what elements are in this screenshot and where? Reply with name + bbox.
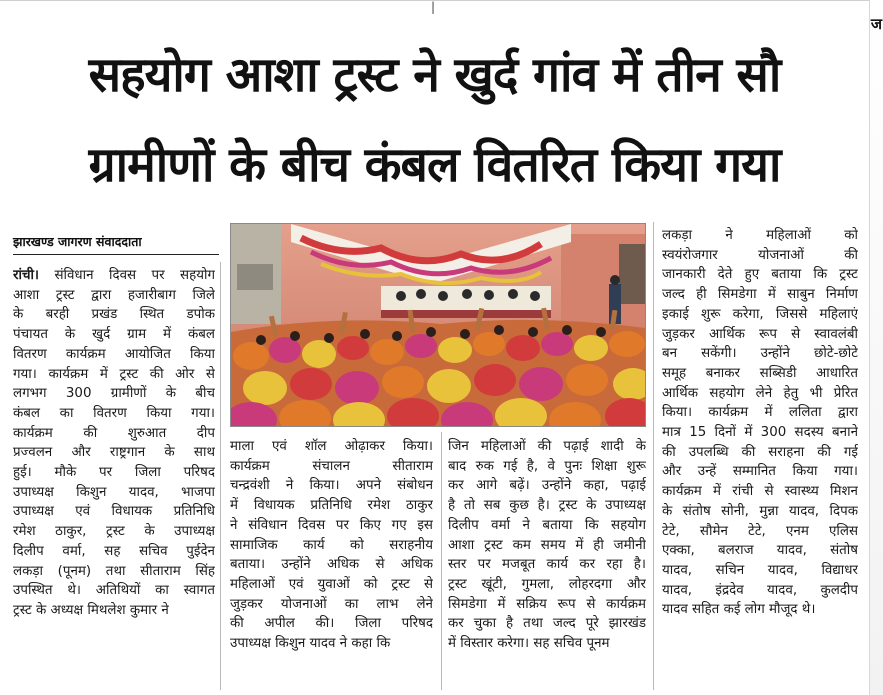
column-3-line: सिमडेगा में सक्रिय रूप से कार्यक्रम <box>448 596 646 612</box>
column-3-line: कर चुका है तथा जल्द पूरे झारखंड <box>448 616 646 632</box>
column-3-line: है तो सब कुछ है। ट्रस्ट के उपाध्यक्ष <box>448 498 646 514</box>
column-3-line: स्तर पर मजबूत कार्य कर रहा है। <box>448 557 646 573</box>
column-4-line: एक्का, बलराज यादव, संतोष <box>662 543 858 559</box>
column-rule-1-lower <box>220 432 221 690</box>
column-4-line: टेटे, सौमेन टेटे, एनम एलिस <box>662 523 858 539</box>
column-4-line: आर्थिक सहयोग लेने हेतु भी प्रेरित <box>662 385 858 401</box>
column-1-line: उपाध्यक्ष एवं विधायक प्रतिनिधि <box>13 504 215 520</box>
column-4-line: किया। कार्यक्रम में ललिता द्वारा <box>662 405 858 421</box>
byline: झारखण्ड जागरण संवाददाता <box>13 234 142 249</box>
column-3-line: आशा ट्रस्ट कम समय में ही जमीनी <box>448 537 646 553</box>
column-1-line: रमेश ठाकुर, ट्रस्ट के उपाध्यक्ष <box>13 524 215 540</box>
column-1-line: कंबल का वितरण किया गया। <box>13 405 215 421</box>
column-2-line: जुड़कर योजनाओं का लाभ लेने <box>230 596 433 612</box>
adjacent-page-glyph: ज <box>870 15 882 33</box>
column-4-line: समूह बनाकर सब्सिडी आधारित <box>662 365 858 381</box>
column-1-line: लकड़ा (पूनम) तथा सीताराम सिंह <box>13 563 215 579</box>
headline <box>12 30 857 210</box>
column-2-line: कार्यक्रम संचालन सीताराम <box>230 458 433 474</box>
byline-rule <box>13 254 219 255</box>
column-4-line: स्वयंरोजगार योजनाओं की <box>662 247 858 263</box>
column-2-line: बताया। उन्होंने अधिक से अधिक <box>230 557 433 573</box>
column-1-line: लगभग 300 ग्रामीणों के बीच <box>13 386 215 402</box>
column-rule-2 <box>441 432 442 690</box>
column-2-line: उपाध्यक्ष किशुन यादव ने कहा कि <box>230 636 391 652</box>
column-1-line: गया। कार्यक्रम में ट्रस्ट की ओर से <box>13 366 215 382</box>
column-2-line: महिलाओं एवं युवाओं को ट्रस्ट से <box>230 576 433 592</box>
column-1-line: ट्रस्ट के अध्यक्ष मिथलेश कुमार ने <box>13 602 169 618</box>
article-column-2 <box>230 437 433 654</box>
column-1-line: हुई। मौके पर जिला परिषद <box>13 465 215 481</box>
column-4-line: कार्यक्रम में रांची से स्वास्थ्य मिशन <box>662 484 858 500</box>
column-2-line: चन्द्रवंशी ने किया। अपने संबोधन <box>230 478 433 494</box>
article-column-1 <box>13 266 215 621</box>
column-3-line: दिलीप वर्मा ने बताया कि सहयोग <box>448 517 646 533</box>
column-1-line: पंचायत के खुर्द ग्राम में कंबल <box>13 327 215 343</box>
column-1-line: दिलीप वर्मा, सह सचिव पुईदेन <box>13 543 215 559</box>
column-4-line: जल्द ही सिमडेगा में साबुन निर्माण <box>662 287 858 303</box>
headline-line-2: ग्रामीणों के बीच कंबल वितरित किया गया <box>88 137 781 193</box>
column-1-line: वितरण कार्यक्रम आयोजित किया <box>13 346 215 362</box>
column-1-line: उपाध्यक्ष किशुन यादव, भाजपा <box>13 484 215 500</box>
column-4-line: और उन्हें सम्मानित किया गया। <box>662 464 858 480</box>
column-2-line: माला एवं शॉल ओढ़ाकर किया। <box>230 439 433 454</box>
column-rule-1 <box>220 262 221 432</box>
column-2-line: में विधायक प्रतिनिधि रमेश ठाकुर <box>230 498 433 514</box>
column-4-line: यादव, सचिन यादव, विद्याधर <box>662 562 858 578</box>
column-rule-3 <box>653 222 654 690</box>
column-3-line: जिन महिलाओं की पढ़ाई शादी के <box>448 439 646 454</box>
dateline: रांची। <box>13 268 39 283</box>
column-4-line: यादव सहित कई लोग मौजूद थे। <box>662 602 816 618</box>
column-1-line <box>13 266 215 286</box>
column-4-line: की उपलब्धि की सराहना की गई <box>662 444 858 460</box>
event-photo <box>230 223 646 427</box>
article-column-4 <box>662 226 858 620</box>
column-4-line: लकड़ा ने महिलाओं को <box>662 228 858 243</box>
column-3-line: बाद रुक गई है, वे पुनः शिक्षा शुरू <box>448 458 646 474</box>
column-4-line: यादव, इंद्रदेव यादव, कुलदीप <box>662 582 858 598</box>
column-2-line: की अपील की। जिला परिषद <box>230 616 433 632</box>
column-3-line: ट्रस्ट खूंटी, गुमला, लोहरदगा और <box>448 576 646 592</box>
column-4-line: बन सकेंगी। उन्होंने छोटे-छोटे <box>662 346 858 362</box>
article-column-3 <box>448 437 646 654</box>
column-1-line: कार्यक्रम की शुरुआत दीप <box>13 425 215 441</box>
page-top-edge <box>0 0 883 11</box>
column-1-line-text: संविधान दिवस पर सहयोग <box>39 268 215 283</box>
fold-mark: | <box>431 0 436 14</box>
column-2-line: ने संविधान दिवस पर किए गए इस <box>230 517 433 533</box>
event-photo-image <box>231 224 645 426</box>
column-1-line: के बरही प्रखंड स्थित डपोक <box>13 307 215 323</box>
column-4-line: जानकारी देते हुए बताया कि ट्रस्ट <box>662 267 858 283</box>
column-2-line: सामाजिक कार्य को सराहनीय <box>230 537 433 553</box>
column-1-line: प्रज्वलन और राष्ट्रगान के साथ <box>13 445 215 461</box>
column-3-line: कर आगे बढ़ें। उन्होंने कहा, पढ़ाई <box>448 478 646 494</box>
column-4-line: इकाई शुरू करेगा, जिससे महिलाएं <box>662 306 858 322</box>
column-3-line: में विस्तार करेगा। सह सचिव पूनम <box>448 636 610 652</box>
column-4-line: के संतोष सोनी, मुन्ना यादव, दिपक <box>662 503 858 519</box>
column-4-line: जुड़कर आर्थिक रूप से स्वावलंबी <box>662 326 858 342</box>
column-1-line: उपस्थित थे। अतिथियों का स्वागत <box>13 583 215 599</box>
column-1-line: आशा ट्रस्ट द्वारा हजारीबाग जिले <box>13 287 215 303</box>
headline-line-1: सहयोग आशा ट्रस्ट ने खुर्द गांव में तीन सौ <box>88 47 781 103</box>
column-4-line: मात्र 15 दिनों में 300 सदस्य बनाने <box>662 425 858 441</box>
adjacent-page-strip <box>869 0 883 695</box>
